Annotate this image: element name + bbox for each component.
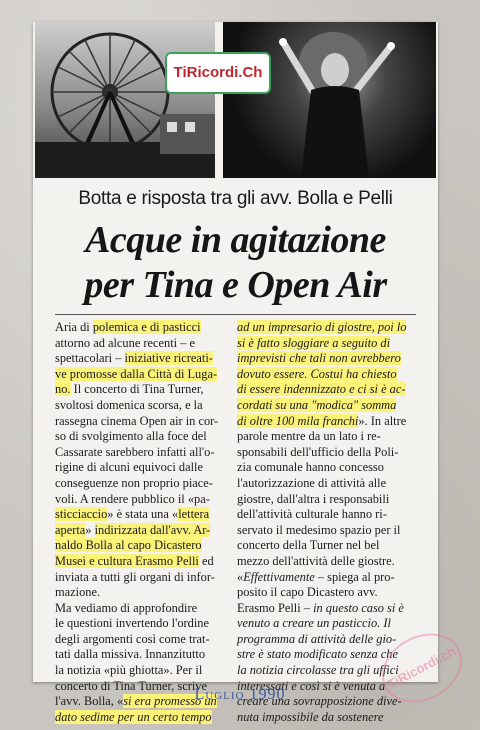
text-line [55, 492, 233, 508]
concert-singer-photo [223, 22, 436, 178]
highlighted-text: si era promesso un [123, 694, 217, 709]
text-line [237, 585, 418, 601]
text-segment: Effettivamente [243, 569, 315, 584]
highlighted-text: ad un impresario di giostre, poi lo [237, 320, 407, 334]
text-line [237, 445, 418, 461]
text-segment: « [237, 569, 244, 584]
divider [55, 314, 416, 315]
text-segment: conseguenze non proprio piace- [55, 475, 213, 490]
ferris-wheel-illustration [35, 22, 215, 178]
text-segment: mezzo dell'attività delle giostre. [237, 553, 395, 568]
text-line [237, 492, 418, 508]
text-line [237, 538, 418, 554]
highlighted-text: polemica e di pasticci [92, 320, 201, 334]
text-segment: degli argomenti così come trat- [55, 631, 210, 646]
text-line [237, 351, 418, 367]
text-line [237, 523, 418, 539]
headline-line-2: per Tina e Open Air [84, 264, 387, 306]
corner-stamp: TiRicordi.ch [370, 620, 474, 716]
text-segment: interessati e così si è venuta a [237, 678, 386, 693]
text-segment: nuta impossibile da sostenere [237, 709, 384, 724]
text-segment: voli. A rendere pubblico il «pa- [55, 491, 210, 506]
text-line [55, 507, 233, 523]
text-segment: Il concerto di Tina Turner, [70, 382, 204, 397]
text-segment: svoltosi domenica scorsa, e la [55, 397, 203, 412]
text-segment: ed [198, 553, 214, 568]
highlighted-text: iniziative ricreati- [124, 351, 213, 366]
text-line [55, 320, 233, 336]
text-line [55, 429, 233, 445]
text-line [55, 585, 233, 601]
text-segment: Cassarate sarebbero infatti all'o- [55, 444, 215, 459]
text-line [237, 632, 418, 648]
text-line [237, 398, 418, 414]
text-segment: l'avv. Bolla, « [55, 694, 124, 709]
highlighted-text: indirizzata dall'avv. Ar- [94, 522, 211, 537]
text-line [55, 414, 233, 430]
text-segment: le questioni invertendo l'ordine [55, 616, 209, 631]
text-segment: l'autorizzazione di attività alle [237, 475, 387, 490]
text-line [55, 647, 233, 663]
text-segment: inviata a tutti gli organi di infor- [55, 569, 215, 584]
highlighted-text: Musei e cultura Erasmo Pelli [55, 553, 199, 568]
text-segment: programma di attività delle gio- [237, 631, 397, 646]
text-segment: zia comunale hanno concesso [237, 460, 384, 475]
highlighted-text: si è fatto sloggiare a seguito di [237, 335, 391, 350]
text-line [237, 320, 418, 336]
text-segment: in questo caso si è [313, 600, 404, 615]
highlighted-text: sticciaccio [55, 507, 108, 522]
text-segment: la notizia circolasse tra gli uffici [237, 663, 399, 678]
text-line [237, 414, 418, 430]
text-line [55, 554, 233, 570]
article-subtitle: Botta e risposta tra gli avv. Bolla e Pelli [78, 188, 393, 209]
text-line [55, 336, 233, 352]
text-segment: tati dalla missiva. Innanzitutto [55, 647, 206, 662]
text-line [237, 382, 418, 398]
text-line [237, 554, 418, 570]
highlighted-text: aperta [55, 522, 86, 537]
text-segment: servato il medesimo spazio per il [237, 522, 401, 537]
text-segment: – spiega al pro- [314, 569, 395, 584]
text-segment: » è stata una « [107, 507, 179, 522]
article-column-left [55, 320, 233, 725]
text-segment: dell'attività culturale hanno ri- [237, 507, 387, 522]
singer-illustration [223, 22, 436, 178]
text-segment: ». In altre [358, 413, 407, 428]
highlighted-text: naldo Bolla al capo Dicastero [55, 538, 202, 553]
text-segment: rassegna cinema Open air in cor- [55, 413, 219, 428]
ferris-wheel-photo [35, 22, 215, 178]
date-caption: Luglio 1990 [194, 686, 286, 703]
text-line [237, 570, 418, 586]
text-line [237, 336, 418, 352]
text-segment: concerto della Turner nel bel [237, 538, 380, 553]
text-line [237, 507, 418, 523]
text-line [55, 367, 233, 383]
watermark-logo: TiRicordi.Ch [165, 52, 271, 94]
text-line [237, 710, 418, 726]
text-line [55, 570, 233, 586]
text-segment: posito il capo Dicastero avv. [237, 585, 378, 600]
text-line [237, 460, 418, 476]
highlighted-text: no. [55, 382, 71, 397]
text-line [237, 601, 418, 617]
text-segment: Erasmo Pelli – [237, 600, 314, 615]
text-segment: parole mentre da un lato i re- [237, 429, 381, 444]
headline-line-1: Acque in agitazione [85, 219, 386, 261]
text-line [55, 663, 233, 679]
photo-strip [33, 22, 438, 182]
text-line [237, 367, 418, 383]
text-line [237, 429, 418, 445]
text-line [55, 538, 233, 554]
text-line [55, 351, 233, 367]
text-segment: stre è stato modificato senza che [237, 647, 398, 662]
highlighted-text: imprevisti che tali non avrebbero [237, 351, 401, 366]
text-segment: attorno ad alcune recenti – e [55, 335, 196, 350]
text-segment: venuto a creare un pasticcio. Il [237, 616, 391, 631]
highlighted-text: cordati su una "modica" somma [237, 397, 397, 412]
highlighted-text: lettera [178, 507, 210, 522]
text-line [55, 710, 233, 726]
text-line [55, 382, 233, 398]
text-segment: Aria di [55, 320, 93, 334]
text-segment: spettacolari – [55, 351, 125, 366]
highlighted-text: di essere indennizzato e ci si è ac- [237, 382, 406, 397]
highlighted-text: dato sedime per un certo tempo [55, 709, 212, 724]
text-line [55, 398, 233, 414]
text-segment: giostre, dall'altra i responsabili [237, 491, 390, 506]
text-line [55, 523, 233, 539]
highlighted-text: ve promosse dalla Città di Luga- [55, 366, 218, 381]
text-segment: Ma vediamo di approfondire [55, 600, 198, 615]
text-line [55, 476, 233, 492]
text-segment: rigine di alcuni equivoci dalle [55, 460, 203, 475]
text-line [55, 616, 233, 632]
text-line [55, 445, 233, 461]
highlighted-text: dovuto essere. Costui ha chiesto [237, 366, 397, 381]
text-segment: concerto di Tina Turner, scrive [55, 678, 207, 693]
article-headline [33, 218, 438, 308]
text-segment: creare una sovrapposizione dive- [237, 694, 402, 709]
text-line [55, 460, 233, 476]
text-segment: » [85, 522, 95, 537]
text-line [237, 616, 418, 632]
text-line [237, 476, 418, 492]
text-segment: la notizia «più ghiotta». Per il [55, 663, 203, 678]
highlighted-text: di oltre 100 mila franchi [237, 413, 359, 428]
text-line [55, 601, 233, 617]
text-segment: so di svolgimento alla foce del [55, 429, 207, 444]
text-segment: mazione. [55, 585, 101, 600]
text-segment: sponsabili dell'ufficio della Poli- [237, 444, 399, 459]
text-line [55, 632, 233, 648]
